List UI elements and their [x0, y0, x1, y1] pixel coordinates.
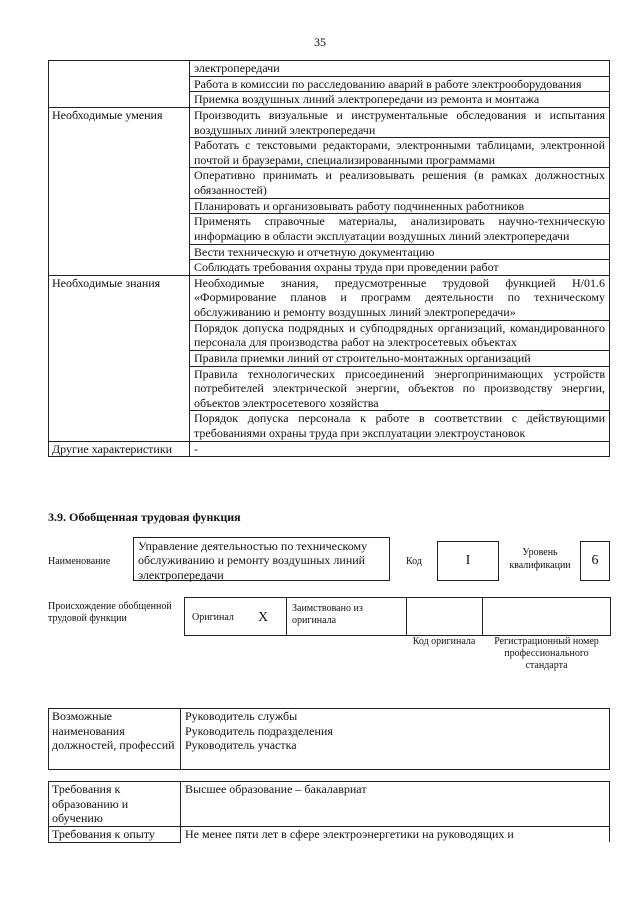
- table-cell: Применять справочные материалы, анализировать научно-техническую информацию в области эксплуатации воздушных линий электропередачи: [190, 214, 610, 244]
- table-row: [49, 441, 610, 457]
- positions-values: [181, 709, 610, 770]
- code-caption: Код оригинала: [412, 636, 476, 647]
- section-title: 3.9. Обобщенная трудовая функция: [48, 510, 241, 524]
- table-cell: электропередачи: [190, 61, 610, 77]
- experience-label: Требования к опыту: [49, 827, 181, 843]
- position-item: Руководитель подразделения: [185, 723, 333, 738]
- table-cell: Правила приемки линий от строительно-монтажных организаций: [190, 350, 610, 366]
- table-row: [49, 827, 610, 843]
- table-cell: Работа в комиссии по расследованию аварий в работе электрооборудования: [190, 76, 610, 92]
- positions-label: Возможные наименования должностей, профессий: [49, 709, 181, 770]
- table-cell: Оперативно принимать и реализовывать решения (в рамках должностных обязанностей): [190, 168, 610, 198]
- position-item: Руководитель службы: [185, 709, 298, 723]
- table-cell: Порядок допуска персонала к работе в соответствии с действующими требованиями охраны труда при эксплуатации электроустановок: [190, 411, 610, 441]
- table-cell: Работать с текстовыми редакторами, электронными таблицами, электронной почтой и браузерами, специализированными программами: [190, 138, 610, 168]
- origin-divider: [406, 597, 407, 635]
- table-row: [49, 782, 610, 827]
- borrowed-label: Заимствовано из оригинала: [292, 603, 363, 626]
- position-item: Руководитель участка: [185, 738, 297, 753]
- row-label-knowledge: Необходимые знания: [49, 275, 190, 441]
- table-row: [49, 61, 610, 77]
- education-label: Требования к образованию и обучению: [49, 782, 181, 827]
- table-cell: Правила технологических присоединений энергопринимающих устройств потребителей электрической энергии, объектов по производству энергии, объектов электросетевого хозяйства: [190, 366, 610, 411]
- origin-divider: [286, 597, 287, 635]
- table-cell: Соблюдать требования охраны труда при проведении работ: [190, 260, 610, 276]
- skills-knowledge-table: [48, 60, 610, 457]
- table-cell: Производить визуальные и инструментальные обследования и испытания воздушных линий электропередачи: [190, 107, 610, 137]
- table-cell: Порядок допуска подрядных и субподрядных организаций, командированного персонала для производства работ на электросетевых объектах: [190, 320, 610, 350]
- row-label-other: Другие характеристики: [49, 441, 190, 457]
- name-label: Наименование: [48, 556, 111, 567]
- original-mark: X: [258, 610, 269, 625]
- reg-caption: Регистрационный номер профессионального стандарта: [494, 636, 599, 671]
- table-row: [49, 275, 610, 320]
- level-value: 6: [580, 541, 610, 581]
- origin-label: Происхождение обобщенной трудовой функции: [48, 601, 172, 624]
- name-value: Управление деятельностью по техническому обслуживанию и ремонту воздушных линий электропередачи: [133, 537, 390, 581]
- table-cell: Вести техническую и отчетную документацию: [190, 244, 610, 260]
- positions-table: [48, 708, 610, 770]
- requirements-table: [48, 781, 610, 843]
- level-label: Уровень квалификации: [509, 547, 571, 571]
- table-cell: Необходимые знания, предусмотренные трудовой функцией Н/01.6 «Формирование планов и программ деятельности по техническому обслуживанию и ремонту воздушных линий электропередачи»: [190, 275, 610, 320]
- table-cell: -: [190, 441, 610, 457]
- page-number: 35: [314, 35, 326, 49]
- education-value: Высшее образование – бакалавриат: [181, 782, 610, 827]
- original-label: Оригинал: [192, 612, 234, 623]
- table-cell: Планировать и организовывать работу подчиненных работников: [190, 198, 610, 214]
- experience-value: Не менее пяти лет в сфере электроэнергетики на руководящих и: [181, 827, 610, 843]
- table-row: [49, 107, 610, 137]
- origin-divider: [482, 597, 483, 635]
- row-label-empty: [49, 61, 190, 108]
- code-label: Код: [406, 556, 422, 567]
- table-cell: Приемка воздушных линий электропередачи из ремонта и монтажа: [190, 92, 610, 108]
- code-value: I: [437, 541, 499, 581]
- table-row: [49, 709, 610, 770]
- origin-box: [184, 597, 611, 636]
- row-label-skills: Необходимые умения: [49, 107, 190, 275]
